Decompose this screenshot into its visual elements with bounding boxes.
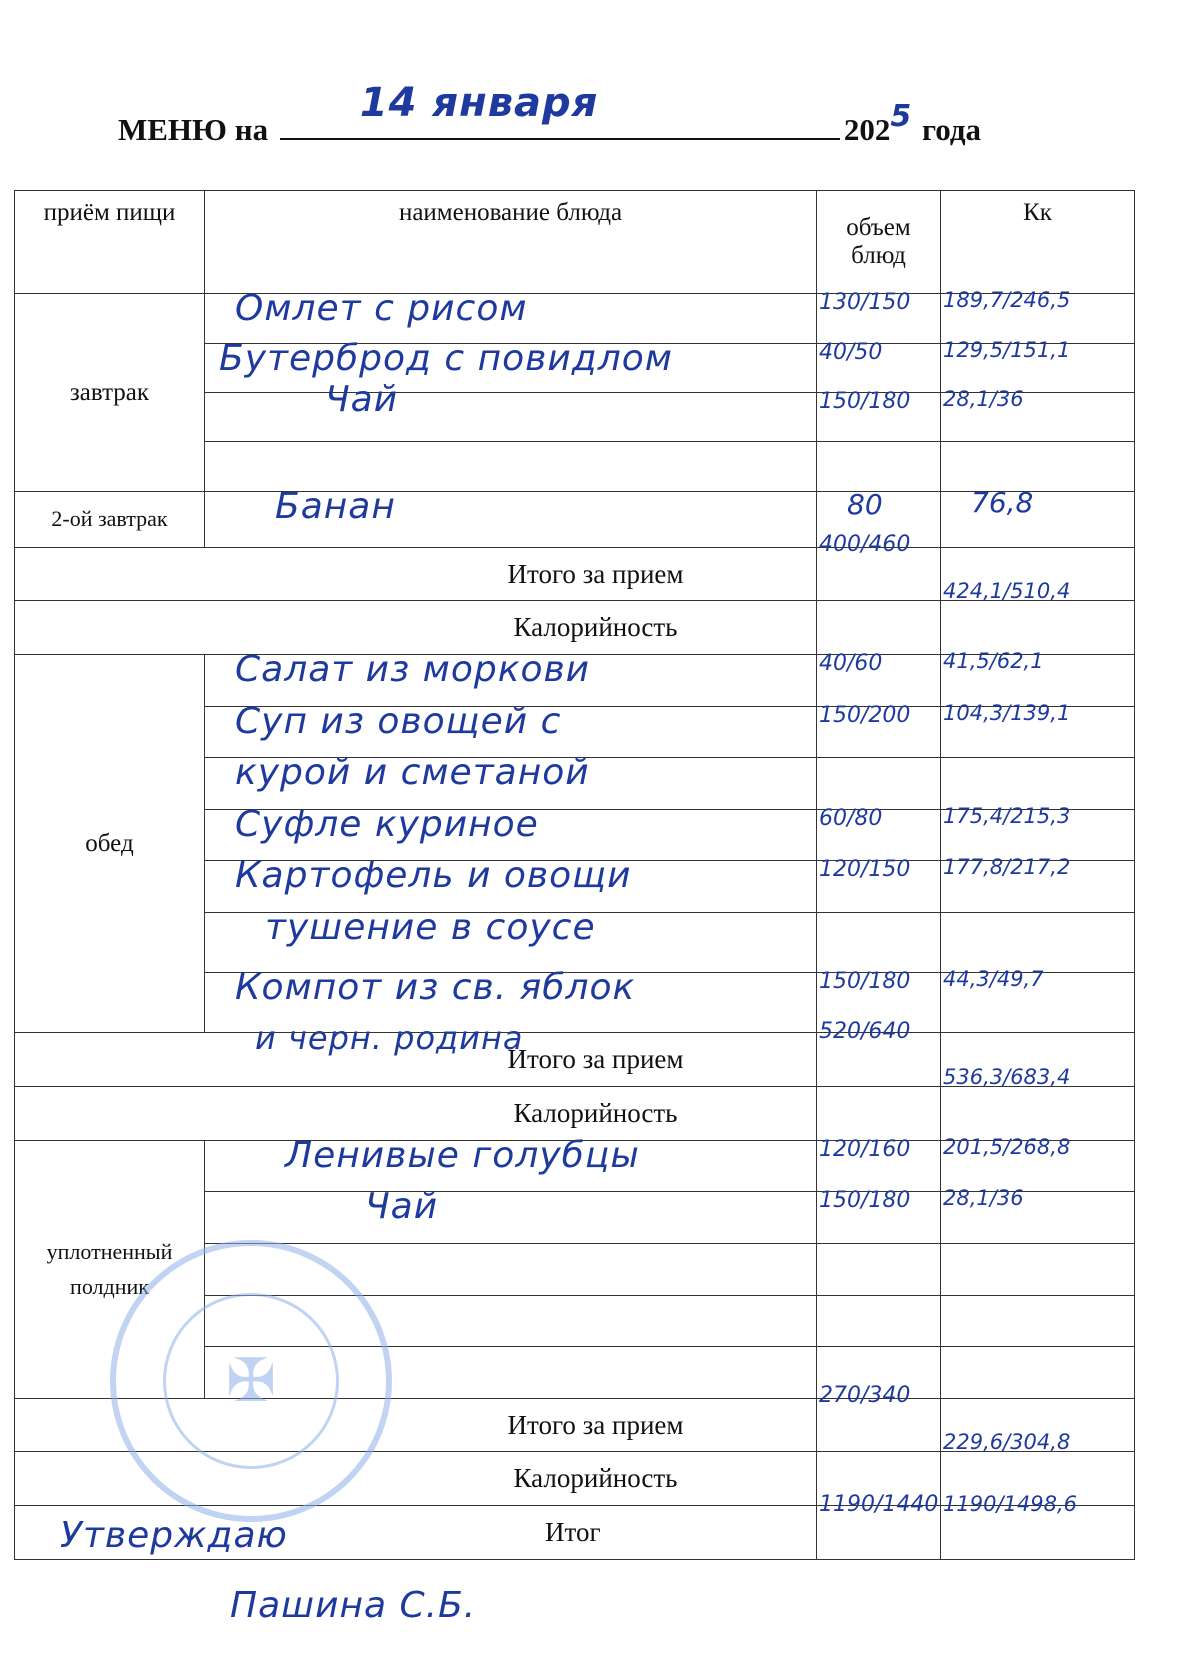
dish-snack-2: Чай xyxy=(365,1186,439,1228)
kk-breakfast-2: 129,5/151,1 xyxy=(943,337,1071,362)
col-meal-header: приём пищи xyxy=(15,191,205,294)
morning-total-volume: 400/460 xyxy=(819,531,911,557)
grand-total-label: Итог xyxy=(545,1517,601,1548)
kk-lunch-4: 177,8/217,2 xyxy=(943,855,1071,880)
kk-snack-2: 28,1/36 xyxy=(943,1186,1024,1211)
dish-snack-1: Ленивые голубцы xyxy=(285,1134,640,1176)
date-handwritten: 14 января xyxy=(359,80,599,126)
volume-lunch-5: 150/180 xyxy=(819,969,911,995)
kk-breakfast-1: 189,7/246,5 xyxy=(943,288,1071,313)
col-dish-header: наименование блюда xyxy=(205,191,817,294)
kk-breakfast-3: 28,1/36 xyxy=(943,387,1024,411)
kk-lunch-1: 41,5/62,1 xyxy=(943,649,1044,674)
dish-lunch-3: курой и сметаной xyxy=(235,752,590,794)
snack-cal-label: Калорийность xyxy=(513,1463,678,1494)
table-row xyxy=(15,294,1135,343)
meal-snack: уплотненный полдник xyxy=(15,1140,205,1398)
volume-lunch-2: 150/200 xyxy=(819,702,911,728)
date-blank xyxy=(280,80,840,140)
grand-total-volume: 1190/1440 xyxy=(819,1492,939,1518)
dish-lunch-8: и черн. родина xyxy=(255,1019,524,1058)
volume-breakfast-2: 40/50 xyxy=(819,339,883,365)
dish-lunch-7: Компот из св. яблок xyxy=(235,967,636,1009)
kk-snack-1: 201,5/268,8 xyxy=(943,1134,1071,1159)
meal-lunch: обед xyxy=(15,655,205,1033)
dish-breakfast-2: Бутерброд с повидлом xyxy=(219,337,673,379)
volume-lunch-4: 120/150 xyxy=(819,857,911,883)
dish-lunch-2: Суп из овощей с xyxy=(235,700,562,742)
morning-cal-value: 424,1/510,4 xyxy=(943,579,1071,604)
year-printed: 202 xyxy=(843,112,891,147)
dish-second-breakfast: Банан xyxy=(275,485,396,527)
dish-lunch-4: Суфле куриное xyxy=(235,803,539,845)
lunch-cal-label: Калорийность xyxy=(513,1097,678,1128)
dish-breakfast-1: Омлет с рисом xyxy=(235,288,528,330)
title-suffix: года xyxy=(921,112,982,147)
col-volume-header: объем блюд xyxy=(817,191,941,294)
official-stamp xyxy=(110,1240,392,1522)
meal-second-breakfast: 2-ой завтрак xyxy=(15,491,205,547)
volume-lunch-3: 60/80 xyxy=(819,805,883,831)
kk-second-breakfast: 76,8 xyxy=(971,485,1034,519)
table-row xyxy=(15,1087,1135,1141)
kk-lunch-2: 104,3/139,1 xyxy=(943,700,1071,725)
volume-lunch-1: 40/60 xyxy=(819,651,883,677)
title-prefix: МЕНЮ на xyxy=(118,112,269,147)
lunch-total-label: Итого за прием xyxy=(507,1044,684,1075)
lunch-cal-value: 536,3/683,4 xyxy=(943,1065,1071,1090)
morning-total-label: Итого за прием xyxy=(507,558,684,589)
meal-breakfast: завтрак xyxy=(15,294,205,492)
lunch-total-volume: 520/640 xyxy=(819,1019,911,1045)
col-kk-header: Кк xyxy=(941,191,1135,294)
volume-breakfast-3: 150/180 xyxy=(819,389,911,414)
table-row xyxy=(15,601,1135,655)
snack-cal-value: 229,6/304,8 xyxy=(943,1430,1071,1455)
signature-name: Пашина С.Б. xyxy=(230,1585,477,1626)
dish-lunch-1: Салат из моркови xyxy=(235,649,591,691)
volume-breakfast-1: 130/150 xyxy=(819,290,911,316)
volume-snack-2: 150/180 xyxy=(819,1188,911,1214)
dish-lunch-6: тушение в соусе xyxy=(265,907,596,949)
signature-approved: Утверждаю xyxy=(60,1515,288,1556)
snack-total-label: Итого за прием xyxy=(507,1409,684,1440)
kk-lunch-3: 175,4/215,3 xyxy=(943,803,1071,828)
kk-lunch-5: 44,3/49,7 xyxy=(943,967,1044,992)
dish-lunch-5: Картофель и овощи xyxy=(235,855,632,897)
table-row xyxy=(15,491,1135,547)
volume-second-breakfast: 80 xyxy=(847,487,883,521)
table-row xyxy=(15,655,1135,707)
snack-total-volume: 270/340 xyxy=(819,1382,911,1408)
page-title xyxy=(118,80,982,148)
grand-total-kk: 1190/1498,6 xyxy=(943,1492,1077,1517)
table-row xyxy=(15,1140,1135,1192)
stamp-eagle-icon: ✠ xyxy=(163,1293,339,1469)
dish-breakfast-3: Чай xyxy=(325,379,399,420)
year-handwritten: 5 xyxy=(890,99,913,134)
table-header-row xyxy=(15,191,1135,294)
volume-snack-1: 120/160 xyxy=(819,1136,911,1162)
morning-cal-label: Калорийность xyxy=(513,612,678,643)
